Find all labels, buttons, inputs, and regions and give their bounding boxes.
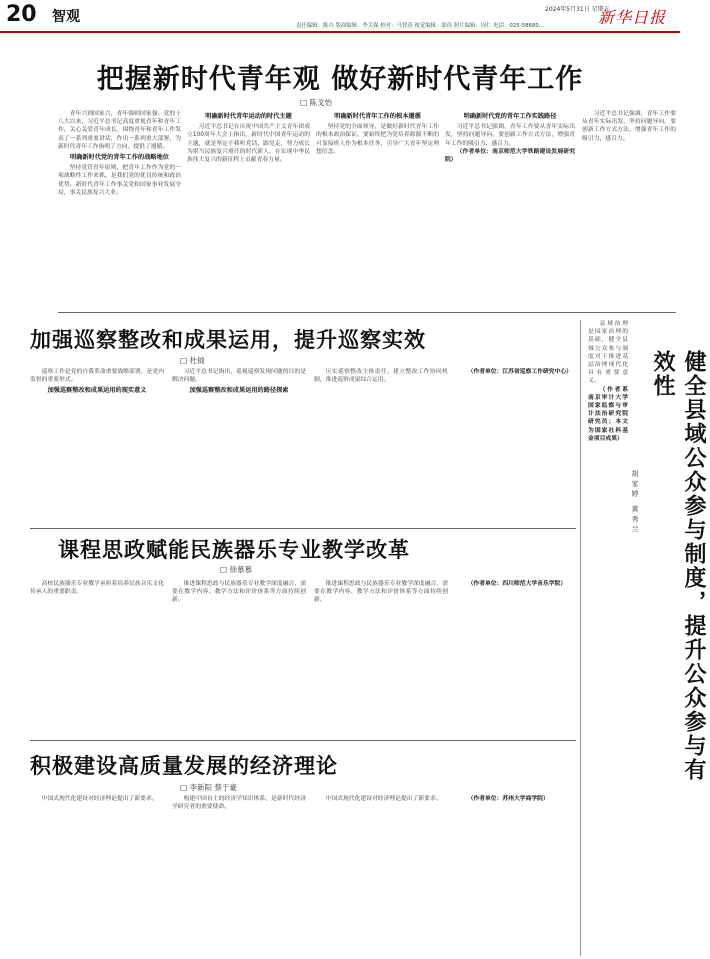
second-col3-para: 压实巡察整改主体责任，建立整改工作协同机制，推进巡察成果综合运用。 [314, 369, 448, 384]
right-col1-para: 县域治理是国家治理的基础，健全县域公众参与制度对于推进基层治理现代化具有重要意义。 [588, 321, 628, 385]
main-col4-note: （作者单位：南京师范大学铁路建设发展研究院） [445, 148, 575, 164]
third-col3-para: 推进课程思政与民族器乐专业教学深度融合，需要在教学内容、教学方法和评价体系等方面持续创新。 [314, 581, 448, 604]
main-col1-para1: 青年兴则国家兴，青年强则国家强。党的十八大以来，习近平总书记高度重视青年和青年工作，关心关爱青年成长，围绕青年和青年工作发表了一系列重要讲话，作出一系列重大部署，为新时代青年工作指明了方向、提供了遵循。 [58, 111, 181, 150]
editor-line: 责任编辑：陈卉 版面编辑：李关保 校对：马智涛 视觉编辑：邵伟 照片编辑：周仁 电话：025-58680... [296, 23, 544, 29]
second-col2-para: 习近平总书记指出，巡视巡察发现问题的目的是解决问题。 [172, 369, 306, 384]
fourth-col3-para: 中国式现代化建设对经济理论提出了新要求。 [325, 796, 442, 802]
main-headline: 把握新时代青年观 做好新时代青年工作 [96, 64, 584, 95]
third-col1-para: 高校民族器乐专业教学承担着培养民族音乐文化传承人的重要职责。 [30, 581, 164, 596]
main-col4-para1: 习近平总书记强调，青年工作要从青年实际出发，坚持问题导向。要创新工作方式方法，增强青年工作的吸引力、感召力。 [445, 124, 575, 147]
fourth-author: 李新阳 蔡于豪 [189, 783, 237, 792]
fourth-col1-para: 中国式现代化建设对经济理论提出了新要求。 [41, 796, 158, 802]
main-col2-para1: 习近平总书记在庆祝中国共产主义青年团成立100周年大会上指出，新时代中国青年运动的主题，就是坚定不移听党话、跟党走，努力成长为堪当民族复兴重任的时代新人，在实现中华民族伟大复兴的新征程上贡献青春力量。 [187, 124, 310, 164]
second-subhead-2: 加强巡察整改和成果运用的路径探索 [189, 387, 289, 395]
second-byline: □ 杜钺 [180, 356, 205, 365]
fourth-col-1 [30, 795, 164, 955]
right-separator [580, 320, 581, 956]
fourth-note: （作者单位：苏州大学商学院） [467, 796, 549, 802]
section-label: 智观 [52, 9, 80, 25]
fourth-col-2 [172, 795, 306, 955]
date-line: 2024年5月31日 星期五 [545, 6, 610, 13]
second-col-2 [172, 368, 306, 518]
third-byline: □ 徐慕慕 [220, 565, 252, 574]
third-col-2 [172, 580, 306, 730]
main-col1-subhead: 明确新时代党的青年工作的战略地位 [70, 154, 169, 162]
second-note: （作者单位：江苏省巡察工作研究中心） [467, 369, 572, 375]
second-subhead-1: 加强巡察整改和成果运用的现实意义 [47, 387, 147, 395]
main-col1-para2: 坚持党管青年原则，把青年工作作为党的一项战略性工作来抓，是我们党的优良传统和政治优势。新时代青年工作事关党和国家事业发展全局，事关民族复兴大业。 [58, 165, 181, 196]
right-note: （作者系南京审计大学国家监察与审计法治研究院研究员；本文为国家社科基金项目成果） [588, 386, 628, 442]
main-col4-subhead: 明确新时代党的青年工作实践路径 [463, 113, 557, 120]
right-col-1 [588, 320, 628, 956]
main-col5-para1: 习近平总书记强调，青年工作要从青年实际出发，坚持问题导向。要创新工作方式方法，增强青年工作的吸引力、感召力。 [582, 111, 676, 142]
newspaper-logo: 新华日报 [598, 8, 667, 27]
second-headline: 加强巡察整改和成果运用，提升巡察实效 [30, 327, 426, 352]
main-col3-subhead: 明确新时代青年工作的根本遵循 [334, 113, 421, 120]
second-author: 杜钺 [189, 356, 205, 365]
third-author: 徐慕慕 [229, 565, 252, 574]
third-note: （作者单位：四川师范大学音乐学院） [467, 581, 567, 587]
main-col2-subhead: 明确新时代青年运动的时代主题 [205, 113, 292, 120]
main-col-1 [58, 110, 181, 308]
third-col-1 [30, 580, 164, 730]
header-rule [0, 31, 680, 33]
third-headline: 课程思政赋能民族器乐专业教学改革 [58, 537, 410, 562]
separator-3 [30, 740, 576, 741]
fourth-col-4 [456, 795, 576, 955]
main-author: 陈戈怡 [309, 98, 332, 107]
second-col-4 [456, 368, 576, 518]
right-byline: 胡家婷 黄秀兰 [631, 470, 639, 536]
third-col-4 [456, 580, 576, 730]
main-col3-para1: 坚持党的全面领导，是做好新时代青年工作的根本政治保证。要始终把为党培养源源不断的可靠接班人作为根本任务，引导广大青年坚定理想信念。 [316, 124, 439, 155]
second-col-1 [30, 368, 164, 518]
main-byline: □ 陈戈怡 [300, 98, 332, 107]
fourth-col-3 [314, 795, 448, 955]
second-col-3 [314, 368, 448, 518]
separator-1 [58, 312, 676, 313]
main-col-4 [445, 110, 575, 308]
fourth-col2-para: 构建中国自主的经济学知识体系，是新时代经济学研究者的重要使命。 [172, 796, 306, 811]
right-headline: 健全县域公众参与制度，提升公众参与有效性 [650, 350, 707, 782]
third-col2-para: 推进课程思政与民族器乐专业教学深度融合，需要在教学内容、教学方法和评价体系等方面持续创新。 [172, 581, 306, 604]
main-col-5 [582, 110, 676, 308]
second-col1-para: 巡察工作是党的自我革命重要战略部署，是党内监督的重要形式。 [30, 369, 164, 384]
main-col-3 [316, 110, 439, 308]
third-col-3 [314, 580, 448, 730]
separator-2 [30, 528, 576, 529]
fourth-headline: 积极建设高质量发展的经济理论 [30, 753, 338, 778]
page-number: 20 [6, 2, 37, 27]
main-col-2 [187, 110, 310, 308]
fourth-byline: □ 李新阳 蔡于豪 [180, 783, 237, 792]
masthead [0, 0, 680, 30]
